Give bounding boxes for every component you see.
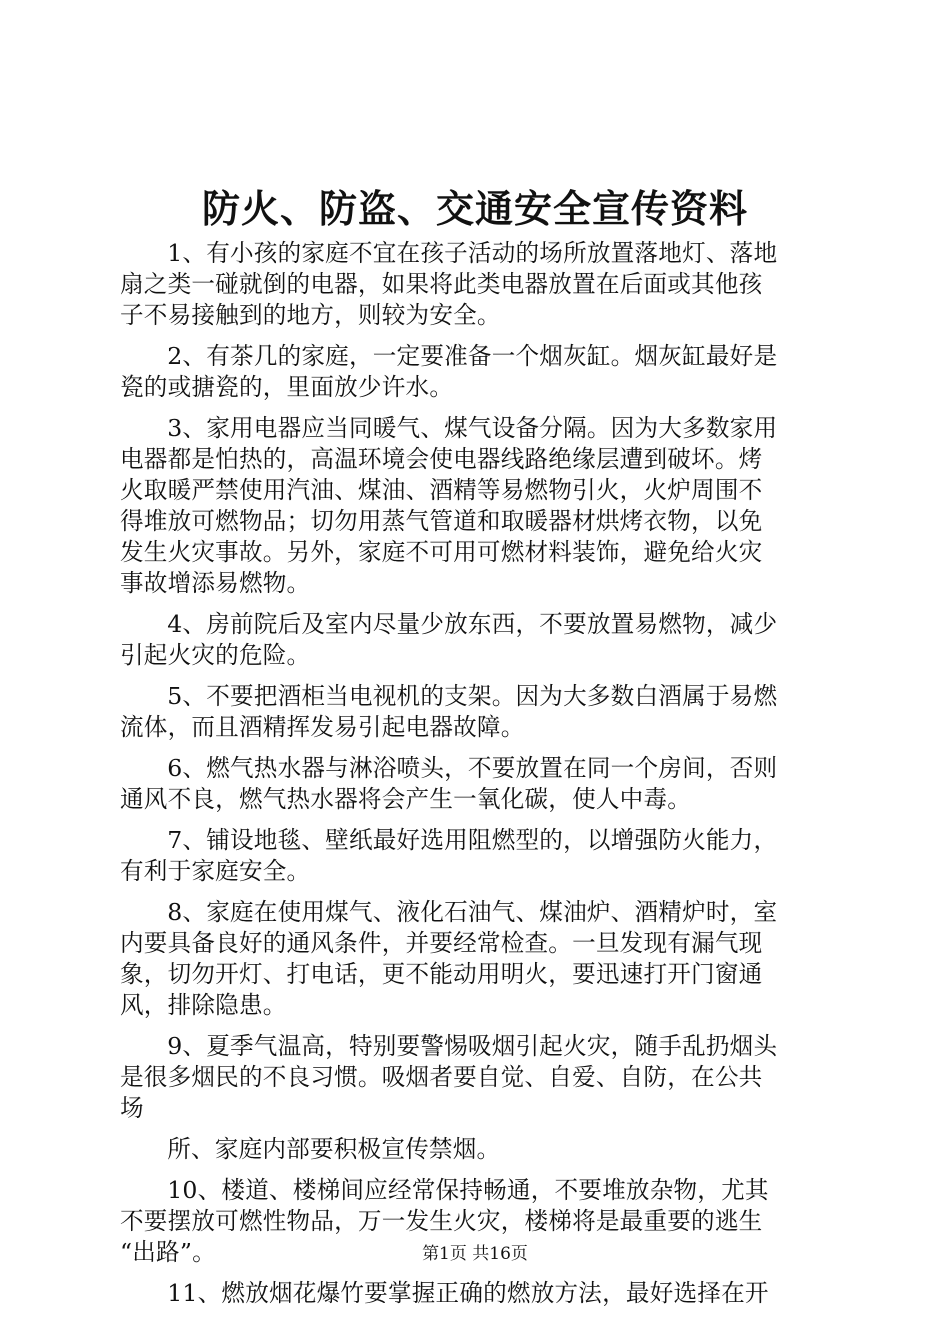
paragraph-line: 9、夏季气温高，特别要警惕吸烟引起火灾，随手乱扔烟头 (167, 1032, 778, 1060)
paragraph-line: 子不易接触到的地方，则较为安全。 (120, 301, 501, 329)
paragraph-line: 所、家庭内部要积极宣传禁烟。 (167, 1135, 501, 1163)
paragraph-line: 流体，而且酒精挥发易引起电器故障。 (120, 713, 525, 741)
paragraph-line: 发生火灾事故。另外，家庭不可用可燃材料装饰，避免给火灾 (120, 538, 763, 566)
paragraph-line: 1、有小孩的家庭不宜在孩子活动的场所放置落地灯、落地 (167, 239, 778, 267)
paragraph-line: 事故增添易燃物。 (120, 569, 311, 597)
paragraph-line: 4、房前院后及室内尽量少放东西，不要放置易燃物，减少 (167, 610, 778, 638)
page-footer: 第1页 共16页 (422, 1244, 528, 1264)
paragraph-3 (120, 413, 832, 599)
paragraph-4 (120, 609, 832, 671)
paragraph-8 (120, 897, 832, 1021)
paragraph-6 (120, 753, 832, 815)
paragraph-line: 11、燃放烟花爆竹要掌握正确的燃放方法，最好选择在开 (167, 1279, 769, 1307)
paragraph-line: 10、楼道、楼梯间应经常保持畅通，不要堆放杂物，尤其 (167, 1176, 769, 1204)
paragraph-2 (120, 341, 832, 403)
paragraph-line: 瓷的或搪瓷的，里面放少许水。 (120, 373, 454, 401)
paragraph-7 (120, 825, 832, 887)
paragraph-line: 扇之类一碰就倒的电器，如果将此类电器放置在后面或其他孩 (120, 270, 763, 298)
paragraph-line: “出路”。 (120, 1238, 216, 1266)
paragraph-line: 引起火灾的危险。 (120, 641, 311, 669)
paragraph-line: 是很多烟民的不良习惯。吸烟者要自觉、自爱、自防，在公共 (120, 1063, 763, 1091)
paragraph-line: 3、家用电器应当同暖气、煤气设备分隔。因为大多数家用 (167, 414, 778, 442)
paragraph-line: 象，切勿开灯、打电话，更不能动用明火，要迅速打开门窗通 (120, 960, 763, 988)
paragraph-line: 5、不要把酒柜当电视机的支架。因为大多数白酒属于易燃 (167, 682, 778, 710)
paragraph-line: 8、家庭在使用煤气、液化石油气、煤油炉、酒精炉时，室 (167, 898, 778, 926)
paragraph-9 (120, 1031, 832, 1124)
paragraph-line: 风，排除隐患。 (120, 991, 287, 1019)
paragraph-line: 不要摆放可燃性物品，万一发生火灾，楼梯将是最重要的逃生 (120, 1207, 763, 1235)
paragraph-line: 火取暖严禁使用汽油、煤油、酒精等易燃物引火，火炉周围不 (120, 476, 763, 504)
paragraph-1 (120, 238, 832, 331)
paragraph-11 (120, 1278, 832, 1309)
paragraph-line: 6、燃气热水器与淋浴喷头，不要放置在同一个房间，否则 (167, 754, 778, 782)
paragraph-line: 有利于家庭安全。 (120, 857, 311, 885)
paragraph-line: 得堆放可燃物品；切勿用蒸气管道和取暖器材烘烤衣物，以免 (120, 507, 763, 535)
paragraph-line: 场 (120, 1094, 144, 1122)
paragraph-line: 7、铺设地毯、壁纸最好选用阻燃型的，以增强防火能力， (167, 826, 778, 854)
document-title: 防火、防盗、交通安全宣传资料 (201, 186, 748, 231)
paragraph-line: 通风不良，燃气热水器将会产生一氧化碳，使人中毒。 (120, 785, 692, 813)
paragraph-line: 2、有茶几的家庭，一定要准备一个烟灰缸。烟灰缸最好是 (167, 342, 778, 370)
paragraph-5 (120, 681, 832, 743)
document-body (120, 238, 832, 1309)
paragraph-line: 电器都是怕热的，高温环境会使电器线路绝缘层遭到破坏。烤 (120, 445, 763, 473)
paragraph-line: 内要具备良好的通风条件，并要经常检查。一旦发现有漏气现 (120, 929, 763, 957)
paragraph-9-continued (120, 1134, 832, 1165)
